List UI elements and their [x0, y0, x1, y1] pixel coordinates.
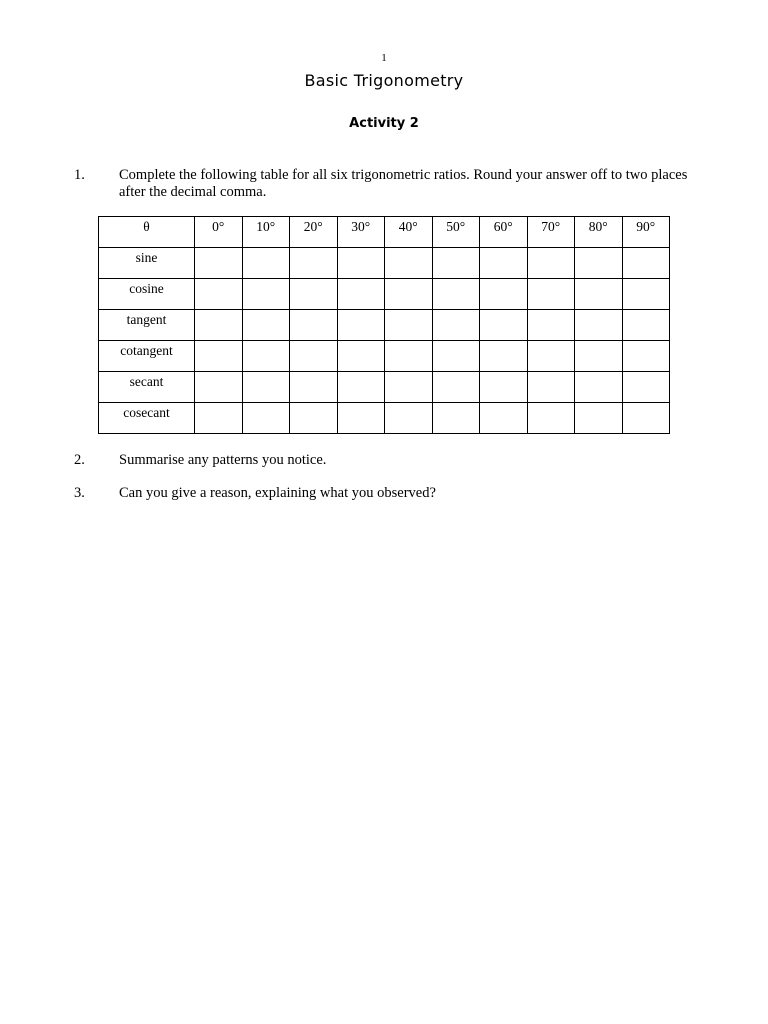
angle-header-cell: 10°: [242, 217, 290, 248]
answer-cell: [242, 279, 290, 310]
table-header-row: [99, 217, 670, 248]
answer-cell: [527, 341, 575, 372]
answer-cell: [480, 341, 528, 372]
angle-header-cell: 0°: [195, 217, 243, 248]
answer-cell: [337, 310, 385, 341]
answer-cell: [575, 403, 623, 434]
answer-cell: [195, 248, 243, 279]
answer-cell: [290, 279, 338, 310]
answer-cell: [527, 279, 575, 310]
answer-cell: [527, 403, 575, 434]
ratio-label-cell: cotangent: [99, 341, 195, 372]
ratio-label-cell: sine: [99, 248, 195, 279]
question-text: Can you give a reason, explaining what you observed?: [119, 485, 436, 501]
table-row-cotangent: [99, 341, 670, 372]
answer-cell: [337, 248, 385, 279]
angle-header-cell: 70°: [527, 217, 575, 248]
answer-cell: [432, 279, 480, 310]
ratio-label-cell: tangent: [99, 310, 195, 341]
answer-cell: [575, 341, 623, 372]
table-row-cosecant: [99, 403, 670, 434]
angle-header-cell: 20°: [290, 217, 338, 248]
answer-cell: [195, 372, 243, 403]
answer-cell: [195, 279, 243, 310]
angle-header-cell: 50°: [432, 217, 480, 248]
answer-cell: [575, 279, 623, 310]
answer-cell: [290, 403, 338, 434]
question-2: [74, 452, 694, 470]
angle-header-cell: 40°: [385, 217, 433, 248]
answer-cell: [432, 372, 480, 403]
answer-cell: [290, 310, 338, 341]
answer-cell: [480, 248, 528, 279]
answer-cell: [432, 310, 480, 341]
answer-cell: [480, 403, 528, 434]
answer-cell: [622, 279, 670, 310]
answer-cell: [385, 248, 433, 279]
angle-header-cell: 60°: [480, 217, 528, 248]
answer-cell: [622, 372, 670, 403]
answer-cell: [337, 403, 385, 434]
question-text: Summarise any patterns you notice.: [119, 452, 327, 468]
answer-cell: [527, 372, 575, 403]
answer-cell: [290, 341, 338, 372]
answer-cell: [575, 310, 623, 341]
answer-cell: [337, 341, 385, 372]
answer-cell: [480, 310, 528, 341]
table-row-sine: [99, 248, 670, 279]
angle-header-cell: 90°: [622, 217, 670, 248]
answer-cell: [242, 372, 290, 403]
activity-heading: Activity 2: [349, 116, 419, 131]
answer-cell: [622, 248, 670, 279]
question-number: 3.: [74, 485, 85, 501]
answer-cell: [337, 372, 385, 403]
answer-cell: [527, 310, 575, 341]
answer-cell: [242, 341, 290, 372]
answer-cell: [432, 248, 480, 279]
answer-cell: [622, 403, 670, 434]
answer-cell: [242, 248, 290, 279]
question-number: 2.: [74, 452, 85, 468]
question-1: [74, 167, 694, 203]
answer-cell: [480, 279, 528, 310]
ratio-label-cell: secant: [99, 372, 195, 403]
answer-cell: [527, 248, 575, 279]
answer-cell: [385, 310, 433, 341]
answer-cell: [195, 341, 243, 372]
answer-cell: [622, 341, 670, 372]
table-row-secant: [99, 372, 670, 403]
answer-cell: [337, 279, 385, 310]
answer-cell: [432, 341, 480, 372]
answer-cell: [385, 341, 433, 372]
trig-ratio-table: [98, 216, 670, 434]
answer-cell: [385, 279, 433, 310]
answer-cell: [575, 248, 623, 279]
question-3: [74, 485, 694, 503]
angle-header-cell: 80°: [575, 217, 623, 248]
page-title: Basic Trigonometry: [304, 71, 464, 90]
answer-cell: [432, 403, 480, 434]
answer-cell: [622, 310, 670, 341]
answer-cell: [242, 403, 290, 434]
question-number: 1.: [74, 167, 85, 183]
answer-cell: [290, 372, 338, 403]
theta-header-cell: θ: [99, 217, 195, 248]
answer-cell: [575, 372, 623, 403]
answer-cell: [290, 248, 338, 279]
table-row-tangent: [99, 310, 670, 341]
ratio-label-cell: cosine: [99, 279, 195, 310]
ratio-label-cell: cosecant: [99, 403, 195, 434]
answer-cell: [195, 403, 243, 434]
answer-cell: [195, 310, 243, 341]
answer-cell: [385, 403, 433, 434]
page-number: 1: [381, 52, 387, 64]
angle-header-cell: 30°: [337, 217, 385, 248]
answer-cell: [242, 310, 290, 341]
table-row-cosine: [99, 279, 670, 310]
answer-cell: [385, 372, 433, 403]
question-text: Complete the following table for all six trigonometric ratios. Round your answer off to two places after the decimal comma.: [119, 167, 688, 200]
answer-cell: [480, 372, 528, 403]
